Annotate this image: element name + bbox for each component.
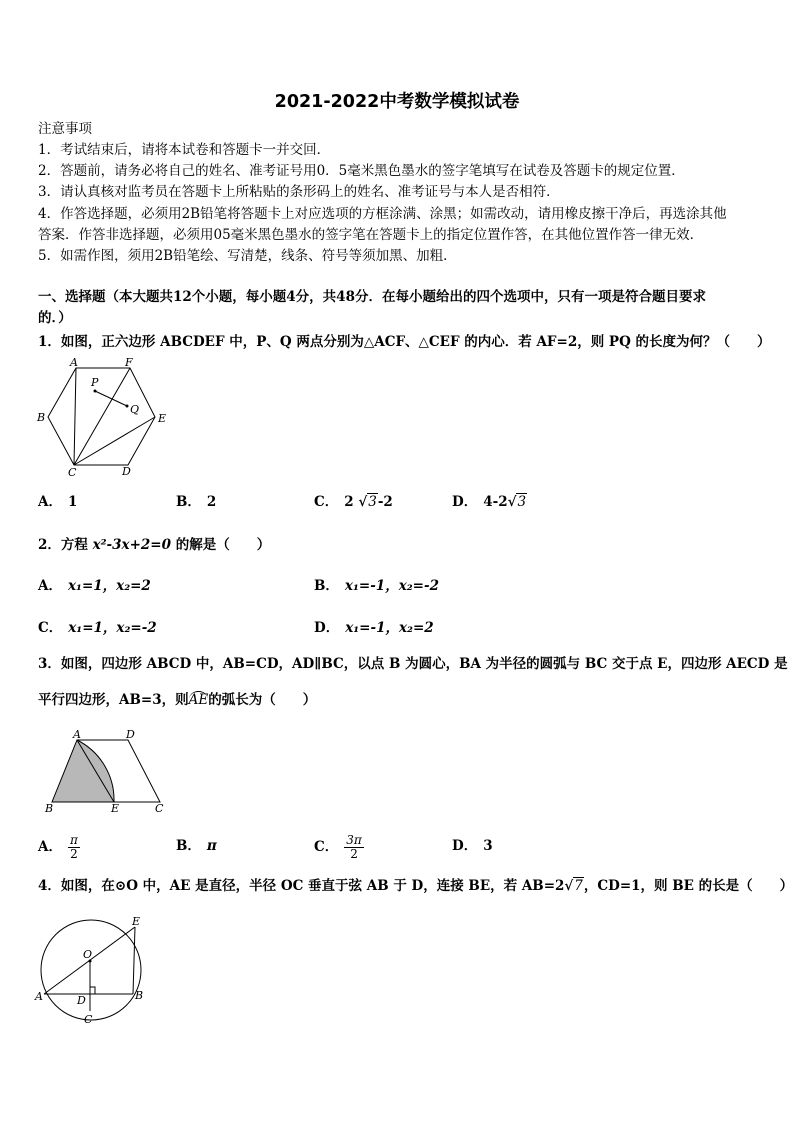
label-c: C: [68, 466, 77, 479]
q1-option-d[interactable]: D． 4-2√3: [452, 494, 527, 510]
q1-option-b[interactable]: B． 2: [176, 494, 217, 510]
label-d: D: [126, 728, 135, 741]
label-f: F: [125, 356, 133, 369]
sqrt-sign: √3: [358, 494, 377, 510]
label-q: Q: [130, 403, 140, 416]
label-e: E: [132, 915, 141, 928]
right-angle-mark: [90, 987, 95, 994]
label-e: E: [111, 802, 120, 815]
notice-item: 5．如需作图，须用2B铅笔绘、写清楚，线条、符号等须加黑、加粗．: [38, 248, 457, 264]
section-heading: 一、选择题（本大题共12个小题，每小题4分，共48分．在每小题给出的四个选项中，只有一项是符合题目要求: [38, 289, 706, 305]
q1-hexagon-figure: [36, 358, 166, 482]
point-q: [126, 405, 129, 408]
segment-ce: [74, 417, 155, 465]
segment-pq: [95, 391, 127, 406]
sqrt-sign: √3: [507, 494, 527, 510]
notice-heading: 注意事项: [38, 121, 92, 137]
label-b: B: [37, 411, 46, 424]
arc-ae: AE: [188, 692, 209, 708]
q1-option-c[interactable]: C． 2 √3-2: [314, 494, 393, 510]
q3-option-a[interactable]: A． $\frac{\pi}{2}$: [38, 833, 78, 861]
notice-item: 答案．作答非选择题，必须用05毫米黑色墨水的签字笔在答题卡上的指定位置作答，在其他位置作答一律无效．: [38, 227, 704, 243]
q2-option-b[interactable]: B． x₁=-1，x₂=-2: [314, 578, 439, 594]
q2-option-a[interactable]: A． x₁=1，x₂=2: [38, 578, 151, 594]
label-p: P: [91, 376, 99, 389]
label-d: D: [122, 465, 131, 478]
q3-option-c[interactable]: C． $\frac{3\pi}{2}$: [314, 833, 362, 861]
label-e: E: [158, 412, 167, 425]
q1-stem: 1．如图，正六边形 ABCDEF 中，P、Q 两点分别为△ACF、△CEF 的内心．若 AF=2，则 PQ 的长度为何？（ ）: [38, 334, 771, 350]
segment-be: [133, 927, 135, 994]
q3-stem-line1: 3．如图，四边形 ABCD 中，AB=CD，AD∥BC，以点 B 为圆心，BA 为半径的圆弧与 BC 交于点 E，四边形 AECD 是: [38, 656, 788, 672]
label-b: B: [45, 802, 54, 815]
label-a: A: [35, 990, 43, 1003]
page-title: 2021-2022中考数学模拟试卷: [274, 92, 520, 112]
segment-cf: [74, 368, 130, 465]
notice-item: 1．考试结束后，请将本试卷和答题卡一并交回．: [38, 142, 331, 158]
q3-option-b[interactable]: B． π: [176, 838, 217, 854]
segment-ca: [74, 368, 76, 465]
label-c: C: [84, 1013, 93, 1026]
q2-option-c[interactable]: C． x₁=1，x₂=-2: [38, 620, 157, 636]
notice-item: 2．答题前，请务必将自己的姓名、准考证号用0．5毫米黑色墨水的签字笔填写在试卷及答题卡的规定位置．: [38, 163, 685, 179]
label-b: B: [135, 989, 144, 1002]
sqrt-sign: √7: [564, 878, 583, 894]
circle-o: [41, 920, 144, 1020]
notice-item: 3．请认真核对监考员在答题卡上所粘贴的条形码上的姓名、准考证号与本人是否相符．: [38, 184, 560, 200]
q3-option-d[interactable]: D． 3: [452, 838, 493, 854]
label-d: D: [77, 994, 86, 1007]
q1-option-a[interactable]: A． 1: [38, 494, 78, 510]
section-heading-cont: 的．）: [38, 310, 72, 326]
q3-stem-line2: 平行四边形，AB=3，则AE的弧长为（ ）: [38, 692, 317, 708]
label-o: O: [83, 948, 93, 961]
notice-item: 4．作答选择题，必须用2B铅笔将答题卡上对应选项的方框涂满、涂黑；如需改动，请用橡皮擦干净后，再选涂其他: [38, 206, 727, 222]
q2-stem: 2．方程 x²-3x+2=0 的解是（ ）: [38, 537, 271, 553]
q2-option-d[interactable]: D． x₁=-1，x₂=2: [314, 620, 434, 636]
q4-stem: 4．如图，在⊙O 中，AE 是直径，半径 OC 垂直于弦 AB 于 D，连接 BE，若 AB=2√7，CD=1，则 BE 的长是（ ）: [38, 878, 794, 894]
q3-trapezoid-figure: [42, 730, 172, 819]
label-a: A: [73, 728, 81, 741]
label-c: C: [155, 802, 164, 815]
q4-circle-figure: [34, 915, 154, 1034]
point-p: [94, 390, 97, 393]
label-a: A: [70, 356, 78, 369]
